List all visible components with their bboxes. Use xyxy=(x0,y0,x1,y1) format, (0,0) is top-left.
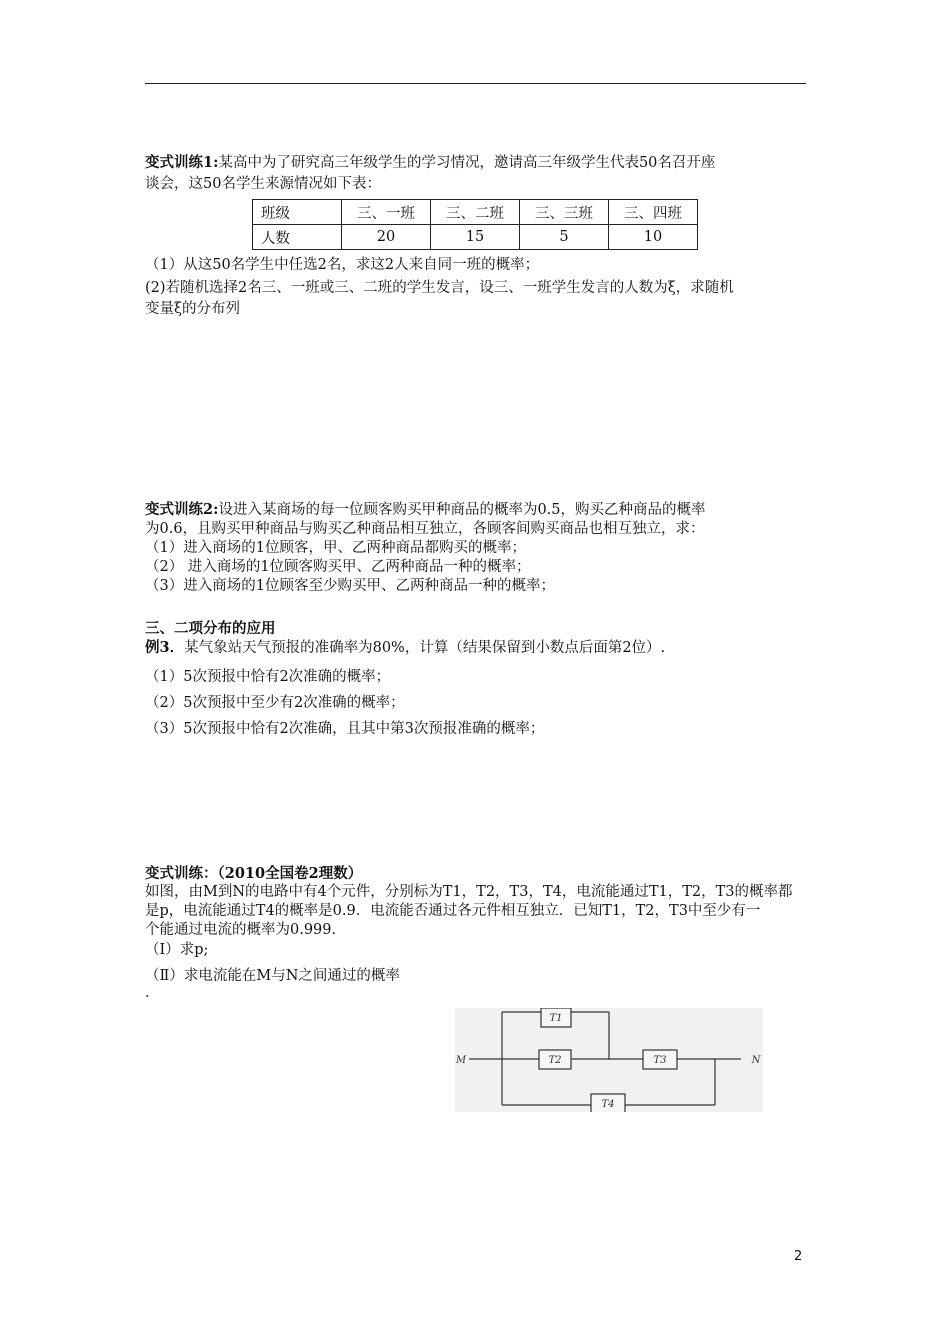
exercise-2-label: 变式训练2: xyxy=(145,501,219,518)
component-t1-label: T1 xyxy=(549,1013,563,1024)
table-header-cell: 三、四班 xyxy=(609,200,698,225)
table-cell: 5 xyxy=(520,225,609,250)
exercise-1-line1: 变式训练1:某高中为了研究高三年级学生的学习情况，邀请高三年级学生代表50名召开座 xyxy=(145,154,716,171)
page-number: 2 xyxy=(794,1249,803,1264)
class-table xyxy=(252,199,698,250)
example-3-questions xyxy=(145,664,810,742)
table-header-row xyxy=(253,200,698,225)
exercise-2-q2: （2） 进入商场的1位顾客购买甲、乙两种商品一种的概率； xyxy=(145,559,531,575)
example-3-q1: （1）5次预报中恰有2次准确的概率； xyxy=(145,669,391,685)
exercise-2-q1: （1）进入商场的1位顾客，甲、乙两种商品都购买的概率； xyxy=(145,540,526,556)
example-3-q2: （2）5次预报中至少有2次准确的概率； xyxy=(145,695,405,711)
exercise-1-label: 变式训练1: xyxy=(145,154,219,171)
exercise-1-q2-line1: (2)若随机选择2名三、一班或三、二班的学生发言，设三、一班学生发言的人数为ξ，求随机 xyxy=(145,280,734,296)
example-3-label: 例3． xyxy=(145,639,185,656)
exercise-1-q2-line2: 变量ξ的分布列 xyxy=(145,301,240,317)
example-3-line: 例3．某气象站天气预报的准确率为80%，计算（结果保留到小数点后面第2位）. xyxy=(145,639,666,656)
table-header-cell: 三、一班 xyxy=(342,200,431,225)
table-cell: 20 xyxy=(342,225,431,250)
exercise-3-line3: 个能通过电流的概率为0.999. xyxy=(145,922,337,938)
exercise-2-line1: 变式训练2:设进入某商场的每一位顾客购买甲种商品的概率为0.5，购买乙种商品的概率 xyxy=(145,501,706,518)
exercise-2 xyxy=(145,500,810,596)
exercise-3-questions xyxy=(145,937,810,989)
exercise-3-line2: 是p，电流能通过T4的概率是0.9．电流能否通过各元件相互独立．已知T1，T2，T3中至少有一 xyxy=(145,903,761,919)
table-row xyxy=(253,225,698,250)
exercise-1-questions xyxy=(145,255,810,320)
table-cell: 10 xyxy=(609,225,698,250)
terminal-m-label: M xyxy=(455,1055,467,1066)
exercise-3 xyxy=(145,864,810,940)
exercise-2-q3: （3）进入商场的1位顾客至少购买甲、乙两种商品一种的概率； xyxy=(145,578,555,594)
table-cell: 15 xyxy=(431,225,520,250)
component-t2-label: T2 xyxy=(548,1055,562,1066)
exercise-3-q2: （Ⅱ）求电流能在M与N之间通过的概率 xyxy=(145,968,400,984)
table-row-label: 人数 xyxy=(253,225,342,250)
section-3 xyxy=(145,619,810,658)
circuit-diagram xyxy=(455,1008,763,1112)
exercise-2-line2: 为0.6，且购买甲种商品与购买乙种商品相互独立，各顾客间购买商品也相互独立，求： xyxy=(145,521,705,537)
table-header-cell: 班级 xyxy=(253,200,342,225)
exercise-3-q1: （Ⅰ）求p; xyxy=(145,942,209,958)
example-3-q3: （3）5次预报中恰有2次准确，且其中第3次预报准确的概率； xyxy=(145,721,545,737)
table-header-cell: 三、三班 xyxy=(520,200,609,225)
terminal-n-label: N xyxy=(751,1055,761,1066)
exercise-3-line1: 如图，由M到N的电路中有4个元件，分别标为T1，T2，T3，T4，电流能通过T1，T2，T3的概率都 xyxy=(145,884,793,900)
table-header-cell: 三、二班 xyxy=(431,200,520,225)
exercise-1-q1: （1）从这50名学生中任选2名，求这2人来自同一班的概率； xyxy=(145,257,540,273)
exercise-1-line2: 谈会，这50名学生来源情况如下表： xyxy=(145,176,381,192)
exercise-1 xyxy=(145,152,810,195)
component-t4-label: T4 xyxy=(601,1099,615,1110)
section-3-heading: 三、二项分布的应用 xyxy=(145,620,276,637)
header-rule xyxy=(145,83,806,84)
stray-dot: . xyxy=(145,985,150,1001)
exercise-3-label: 变式训练：（2010全国卷2理数） xyxy=(145,865,363,882)
component-t3-label: T3 xyxy=(653,1055,667,1066)
